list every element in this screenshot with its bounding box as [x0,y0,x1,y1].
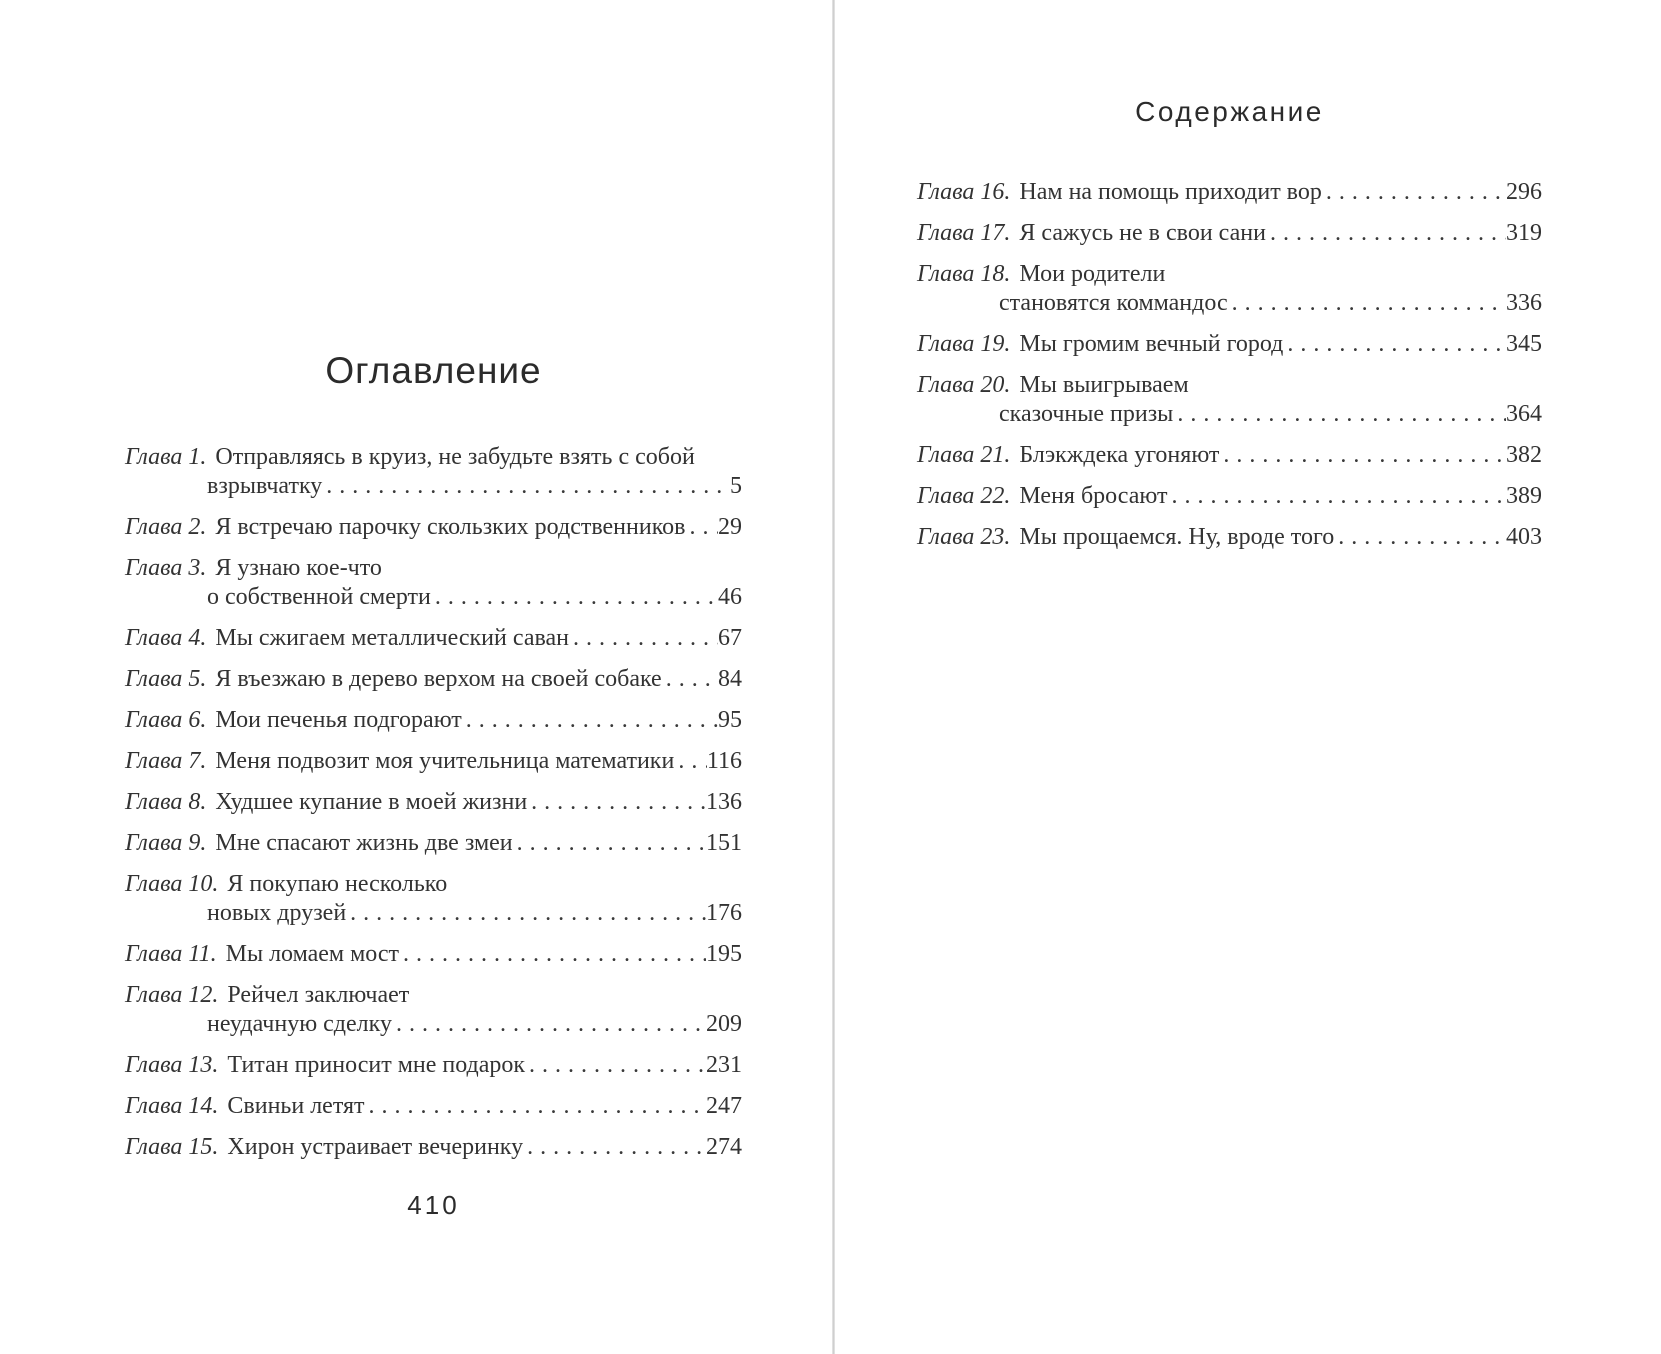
toc-entry [125,554,742,612]
dot-leader [1173,400,1506,429]
dot-leader [392,1010,706,1039]
chapter-label: Глава 6. [125,707,207,733]
chapter-label: Глава 7. [125,748,207,774]
chapter-label: Глава 9. [125,830,207,856]
dot-leader [399,940,706,969]
chapter-title: Меня бросают [1019,483,1168,509]
toc-entry [125,981,742,1039]
dot-leader [365,1092,706,1121]
chapter-label: Глава 23. [917,524,1011,550]
toc-entries-left [125,443,742,1174]
chapter-page-number: 345 [1506,331,1542,357]
chapter-label: Глава 15. [125,1134,219,1160]
chapter-title: Мои родители [1019,261,1166,287]
chapter-page-number: 389 [1506,483,1542,509]
chapter-page-number: 95 [718,707,742,733]
chapter-title: Мои печенья подгорают [215,707,462,733]
chapter-title: Титан приносит мне подарок [227,1052,526,1078]
toc-entry [125,940,742,969]
chapter-title-continued: взрывчатку [207,473,323,499]
chapter-title: Я сажусь не в свои сани [1019,220,1266,246]
page-number: 410 [407,1190,460,1220]
chapter-page-number: 296 [1506,179,1542,205]
chapter-title: Хирон устраивает вечеринку [227,1134,524,1160]
chapter-label: Глава 5. [125,666,207,692]
chapter-page-number: 274 [706,1134,742,1160]
chapter-title: Блэкждека угоняют [1019,442,1220,468]
toc-entry [125,443,742,501]
chapter-title: Мы громим вечный город [1019,331,1284,357]
toc-entry [917,178,1542,207]
toc-entries-right [917,178,1542,564]
dot-leader [1219,441,1506,470]
chapter-label: Глава 2. [125,514,207,540]
dot-leader [1167,482,1506,511]
chapter-page-number: 136 [706,789,742,815]
chapter-label: Глава 3. [125,555,207,581]
chapter-title: Свиньи летят [227,1093,365,1119]
dot-leader [346,899,706,928]
dot-leader [569,624,718,653]
chapter-title: Я встречаю парочку скользких родственников [215,514,686,540]
dot-leader [322,472,730,501]
toc-entry [917,482,1542,511]
toc-entry [125,706,742,735]
toc-entry [917,371,1542,429]
chapter-title: Я покупаю несколько [227,871,448,897]
toc-title: Оглавление [325,350,542,391]
chapter-page-number: 319 [1506,220,1542,246]
toc-entry [125,665,742,694]
chapter-label: Глава 16. [917,179,1011,205]
chapter-title: Мы ломаем мост [225,941,400,967]
chapter-label: Глава 4. [125,625,207,651]
chapter-title: Худшее купание в моей жизни [215,789,528,815]
chapter-page-number: 67 [718,625,742,651]
toc-entry [125,1051,742,1080]
chapter-page-number: 195 [706,941,742,967]
chapter-label: Глава 20. [917,372,1011,398]
chapter-page-number: 382 [1506,442,1542,468]
chapter-page-number: 364 [1506,401,1542,427]
chapter-title-continued: становятся коммандос [999,290,1228,316]
chapter-title: Нам на помощь приходит вор [1019,179,1322,205]
chapter-title: Я узнаю кое-что [215,555,382,581]
chapter-page-number: 176 [706,900,742,926]
dot-leader [523,1133,706,1162]
toc-entry [125,624,742,653]
chapter-label: Глава 10. [125,871,219,897]
chapter-page-number: 247 [706,1093,742,1119]
toc-entry [125,1133,742,1162]
dot-leader [1334,523,1506,552]
page-divider [832,0,835,1354]
chapter-label: Глава 14. [125,1093,219,1119]
chapter-page-number: 5 [730,473,742,499]
chapter-label: Глава 1. [125,444,207,470]
toc-entry [125,870,742,928]
chapter-title-continued: о собственной смерти [207,584,431,610]
toc-entry [125,513,742,542]
chapter-title-continued: сказочные призы [999,401,1174,427]
dot-leader [1266,219,1506,248]
chapter-title-continued: неудачную сделку [207,1011,392,1037]
chapter-page-number: 336 [1506,290,1542,316]
dot-leader [1322,178,1506,207]
chapter-page-number: 116 [706,748,742,774]
dot-leader [513,829,706,858]
chapter-page-number: 29 [718,514,742,540]
chapter-label: Глава 19. [917,331,1011,357]
toc-entry [125,747,742,776]
running-header: Содержание [1135,96,1324,127]
chapter-title: Мы сжигаем металлический саван [215,625,569,651]
chapter-title-continued: новых друзей [207,900,347,926]
toc-entry [125,788,742,817]
chapter-title: Я въезжаю в дерево верхом на своей собаке [215,666,662,692]
chapter-page-number: 209 [706,1011,742,1037]
chapter-page-number: 151 [706,830,742,856]
chapter-page-number: 46 [718,584,742,610]
chapter-label: Глава 13. [125,1052,219,1078]
chapter-label: Глава 22. [917,483,1011,509]
chapter-page-number: 403 [1506,524,1542,550]
dot-leader [686,513,719,542]
chapter-label: Глава 12. [125,982,219,1008]
right-page [917,0,1542,1354]
toc-entry [917,441,1542,470]
dot-leader [1283,330,1506,359]
chapter-label: Глава 18. [917,261,1011,287]
dot-leader [674,747,707,776]
toc-entry [917,330,1542,359]
toc-entry [917,523,1542,552]
dot-leader [662,665,718,694]
chapter-label: Глава 17. [917,220,1011,246]
chapter-title: Мне спасают жизнь две змеи [215,830,513,856]
dot-leader [527,788,706,817]
chapter-page-number: 84 [718,666,742,692]
chapter-page-number: 231 [706,1052,742,1078]
toc-entry [917,219,1542,248]
chapter-label: Глава 11. [125,941,217,967]
dot-leader [525,1051,706,1080]
dot-leader [431,583,718,612]
chapter-title: Отправляясь в круиз, не забудьте взять с собой [215,444,695,470]
chapter-title: Рейчел заключает [227,982,410,1008]
chapter-title: Мы прощаемся. Ну, вроде того [1019,524,1335,550]
chapter-label: Глава 21. [917,442,1011,468]
toc-entry [917,260,1542,318]
left-page [125,0,742,1354]
chapter-label: Глава 8. [125,789,207,815]
toc-entry [125,829,742,858]
chapter-title: Меня подвозит моя учительница математики [215,748,675,774]
toc-entry [125,1092,742,1121]
dot-leader [1228,289,1506,318]
chapter-title: Мы выигрываем [1019,372,1189,398]
dot-leader [462,706,718,735]
